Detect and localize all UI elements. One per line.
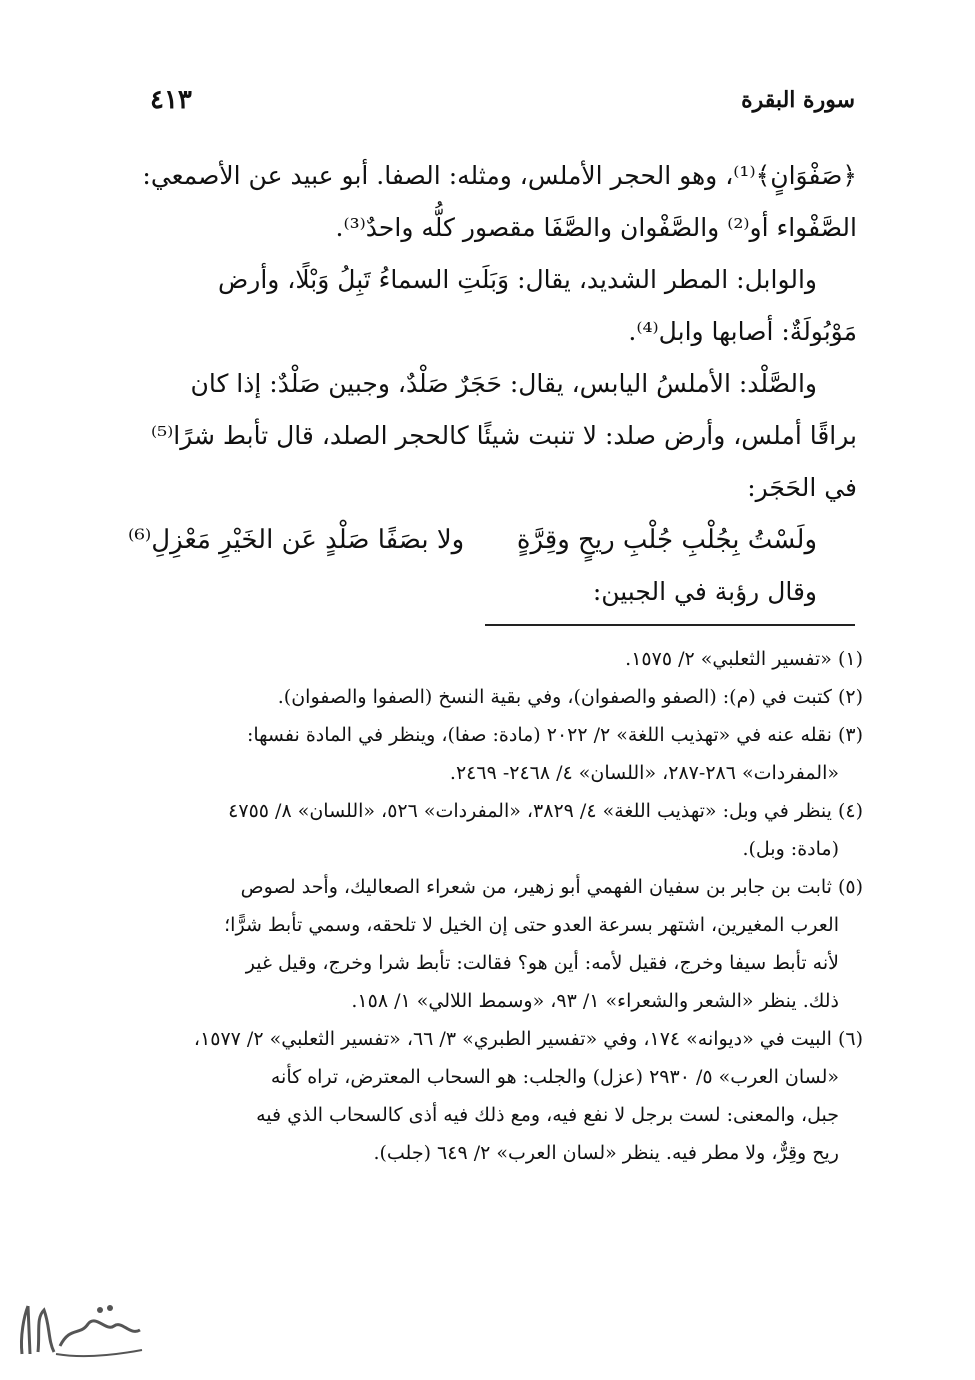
footnote-5-line-4 <box>118 982 863 1020</box>
footnote-text: «لسان العرب» ٥/ ٢٩٣٠ (عزل) والجلب: هو السحاب المعترض، تراه كأنه <box>270 1066 839 1088</box>
footnote-text: لأنه تأبط سيفا وخرج، فقيل لأمه: أين هو؟ فقالت: تأبط شرا وخرج، وقيل غير <box>245 952 839 974</box>
poetry-verse <box>118 514 857 566</box>
footnote-number: (٢) <box>837 686 863 708</box>
footnote-2-line-1 <box>118 678 863 716</box>
footnote-number: (٤) <box>837 800 863 822</box>
footnote-6-line-2 <box>118 1058 863 1096</box>
footnote-6-line-4 <box>118 1134 863 1172</box>
footnote-4-line-1 <box>118 792 863 830</box>
footnote-text: ثابت بن جابر بن سفيان الفهمي أبو زهير، من شعراء الصعاليك، وأحد لصوص <box>240 876 832 898</box>
footnote-6-line-1 <box>118 1020 863 1058</box>
footnote-5-line-1 <box>118 868 863 906</box>
verse-hemistich-second: ولا بصَفًا صَلْدٍ عَن الخَيْرِ مَعْزِلِ⁽⁶⁾ <box>128 525 465 555</box>
publisher-logo <box>10 1296 150 1366</box>
paragraph-1-line-1: ﴿صَفْوَانٍ﴾⁽¹⁾، وهو الحجر الأملس، ومثله: الصفا. أبو عبيد عن الأصمعي: <box>142 161 857 190</box>
footnote-text: ينظر في وبل: «تهذيب اللغة» ٤/ ٣٨٢٩، «المفردات» ٥٢٦، «اللسان» ٨/ ٤٧٥٥ <box>228 800 832 822</box>
footnote-text: جبل، والمعنى: لست برجل لا نفع فيه، ومع ذلك فيه أذى كالسحاب الذي فيه <box>256 1104 839 1126</box>
surah-title: سورة البقرة <box>741 87 855 113</box>
footnote-separator <box>485 624 855 626</box>
paragraph-2-line-1: والوابل: المطر الشديد، يقال: وَبَلَتِ السماءُ تَبِلُ وَبْلًا، وأرض <box>218 265 817 294</box>
paragraph-2-line-2: مَوْبُولَةٌ: أصابها وابل⁽⁴⁾. <box>628 317 857 346</box>
footnotes <box>118 640 863 1172</box>
footnote-number: (٥) <box>837 876 863 898</box>
verse-hemistich-first: ولَسْتُ بِجُلْبِ جُلْبِ ريحٍ وقِرَّةٍ <box>516 525 817 555</box>
footnote-text: ذلك. ينظر «الشعر والشعراء» ١/ ٩٣، «وسمط اللالي» ١/ ١٥٨. <box>351 990 839 1012</box>
paragraph-1-line-2: الصَّفْواء أو⁽²⁾ والصَّفْوان والصَّفَا مقصور كلُّه واحدٌ⁽³⁾. <box>335 213 857 242</box>
footnote-4-line-2 <box>118 830 863 868</box>
footnote-6-line-3 <box>118 1096 863 1134</box>
footnote-number: (١) <box>837 648 863 670</box>
footnote-text: ريح وقِرٌّ، ولا مطر فيه. ينظر «لسان العرب» ٢/ ٦٤٩ (جلب). <box>373 1142 839 1164</box>
footnote-text: «المفردات» ٢٨٦-٢٨٧، «اللسان» ٤/ ٢٤٦٨- ٢٤٦٩. <box>449 762 839 784</box>
paragraph-4: وقال رؤبة في الجبين: <box>592 577 817 606</box>
paragraph-3-line-2: براقًا أملس، وأرض صلد: لا تنبت شيئًا كالحجر الصلد، قال تأبط شرًا⁽⁵⁾ <box>150 421 857 450</box>
footnote-3-line-2 <box>118 754 863 792</box>
footnote-text: نقله عنه في «تهذيب اللغة» ٢/ ٢٠٢٢ (مادة: صفا)، وينظر في المادة نفسها: <box>246 724 832 746</box>
footnote-5-line-3 <box>118 944 863 982</box>
footnote-number: (٦) <box>837 1028 863 1050</box>
footnote-number: (٣) <box>837 724 863 746</box>
paragraph-3-line-1: والصَّلْد: الأملسُ اليابس، يقال: حَجَرٌ صَلْدٌ، وجبين صَلْدٌ: إذا كان <box>190 369 817 398</box>
footnote-text: (مادة: وبل). <box>742 838 839 860</box>
footnote-text: كتبت في (م): (الصفو والصفوان)، وفي بقية النسخ (الصفوا والصفوان). <box>277 686 832 708</box>
footnote-text: «تفسير الثعلبي» ٢/ ١٥٧٥. <box>625 648 832 670</box>
footnote-text: البيت في «ديوانه» ١٧٤، وفي «تفسير الطبري» ٣/ ٦٦، «تفسير الثعلبي» ٢/ ١٥٧٧، <box>193 1028 832 1050</box>
main-text <box>118 150 857 618</box>
page-number: ٤١٣ <box>150 85 192 115</box>
page-header <box>150 80 855 120</box>
paragraph-3-line-3: في الحَجَر: <box>747 473 857 502</box>
footnote-1-line-1 <box>118 640 863 678</box>
footnote-text: العرب المغيرين، اشتهر بسرعة العدو حتى إن الخيل لا تلحقه، وسمي تأبط شرًّا؛ <box>224 914 839 936</box>
footnote-5-line-2 <box>118 906 863 944</box>
footnote-3-line-1 <box>118 716 863 754</box>
